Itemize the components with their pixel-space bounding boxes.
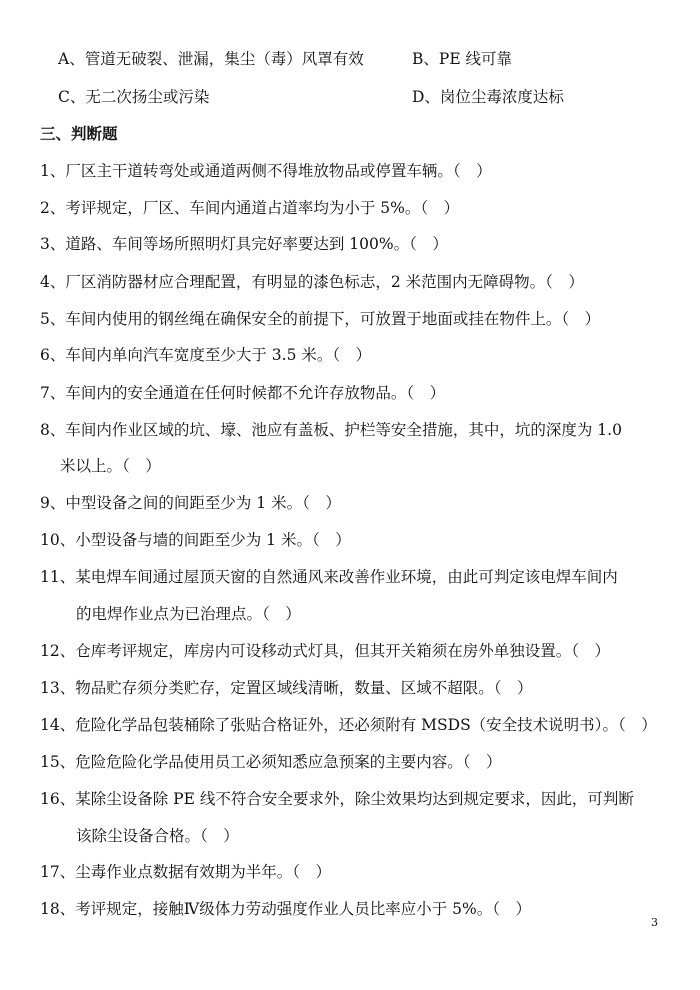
question-9: 9、中型设备之间的间距至少为 1 米。（ ） xyxy=(40,494,341,512)
section-title: 三、判断题 xyxy=(40,124,118,143)
option-b: B、PE 线可靠 xyxy=(412,50,513,68)
question-12: 12、仓库考评规定，库房内可设移动式灯具，但其开关箱须在房外单独设置。（ ） xyxy=(40,642,610,660)
question-16: 16、某除尘设备除 PE 线不符合安全要求外，除尘效果均达到规定要求，因此，可判断 xyxy=(40,790,634,808)
question-7: 7、车间内的安全通道在任何时候都不允许存放物品。（ ） xyxy=(40,384,446,402)
question-10: 10、小型设备与墙的间距至少为 1 米。（ ） xyxy=(40,531,351,549)
question-1: 1、厂区主干道转弯处或通道两侧不得堆放物品或停置车辆。（ ） xyxy=(40,162,492,180)
question-13: 13、物品贮存须分类贮存，定置区域线清晰，数量、区域不超限。（ ） xyxy=(40,679,533,697)
question-2: 2、考评规定，厂区、车间内通道占道率均为小于 5%。（ ） xyxy=(40,199,460,217)
question-6: 6、车间内单向汽车宽度至少大于 3.5 米。（ ） xyxy=(40,346,372,364)
option-a: A、管道无破裂、泄漏，集尘（毒）风罩有效 xyxy=(58,50,364,68)
question-15: 15、危险危险化学品使用员工必须知悉应急预案的主要内容。（ ） xyxy=(40,753,502,771)
question-8-continued: 米以上。（ ） xyxy=(60,457,161,475)
question-8: 8、车间内作业区域的坑、壕、池应有盖板、护栏等安全措施，其中，坑的深度为 1.0 xyxy=(40,421,622,439)
option-c: C、无二次扬尘或污染 xyxy=(58,88,210,106)
question-14: 14、危险化学品包装桶除了张贴合格证外，还必须附有 MSDS（安全技术说明书）。（ ） xyxy=(40,716,657,734)
question-3: 3、道路、车间等场所照明灯具完好率要达到 100%。（ ） xyxy=(40,235,448,253)
question-11: 11、某电焊车间通过屋顶天窗的自然通风来改善作业环境，由此可判定该电焊车间内 xyxy=(40,568,618,586)
page-number: 3 xyxy=(651,916,658,929)
option-d: D、岗位尘毒浓度达标 xyxy=(412,88,564,106)
question-18: 18、考评规定，接触Ⅳ级体力劳动强度作业人员比率应小于 5%。（ ） xyxy=(40,900,531,918)
question-16-continued: 该除尘设备合格。（ ） xyxy=(76,827,239,845)
question-5: 5、车间内使用的钢丝绳在确保安全的前提下，可放置于地面或挂在物件上。（ ） xyxy=(40,310,601,328)
question-11-continued: 的电焊作业点为已治理点。（ ） xyxy=(76,605,301,623)
question-17: 17、尘毒作业点数据有效期为半年。（ ） xyxy=(40,863,331,881)
question-4: 4、厂区消防器材应合理配置，有明显的漆色标志，2 米范围内无障碍物。（ ） xyxy=(40,273,584,291)
